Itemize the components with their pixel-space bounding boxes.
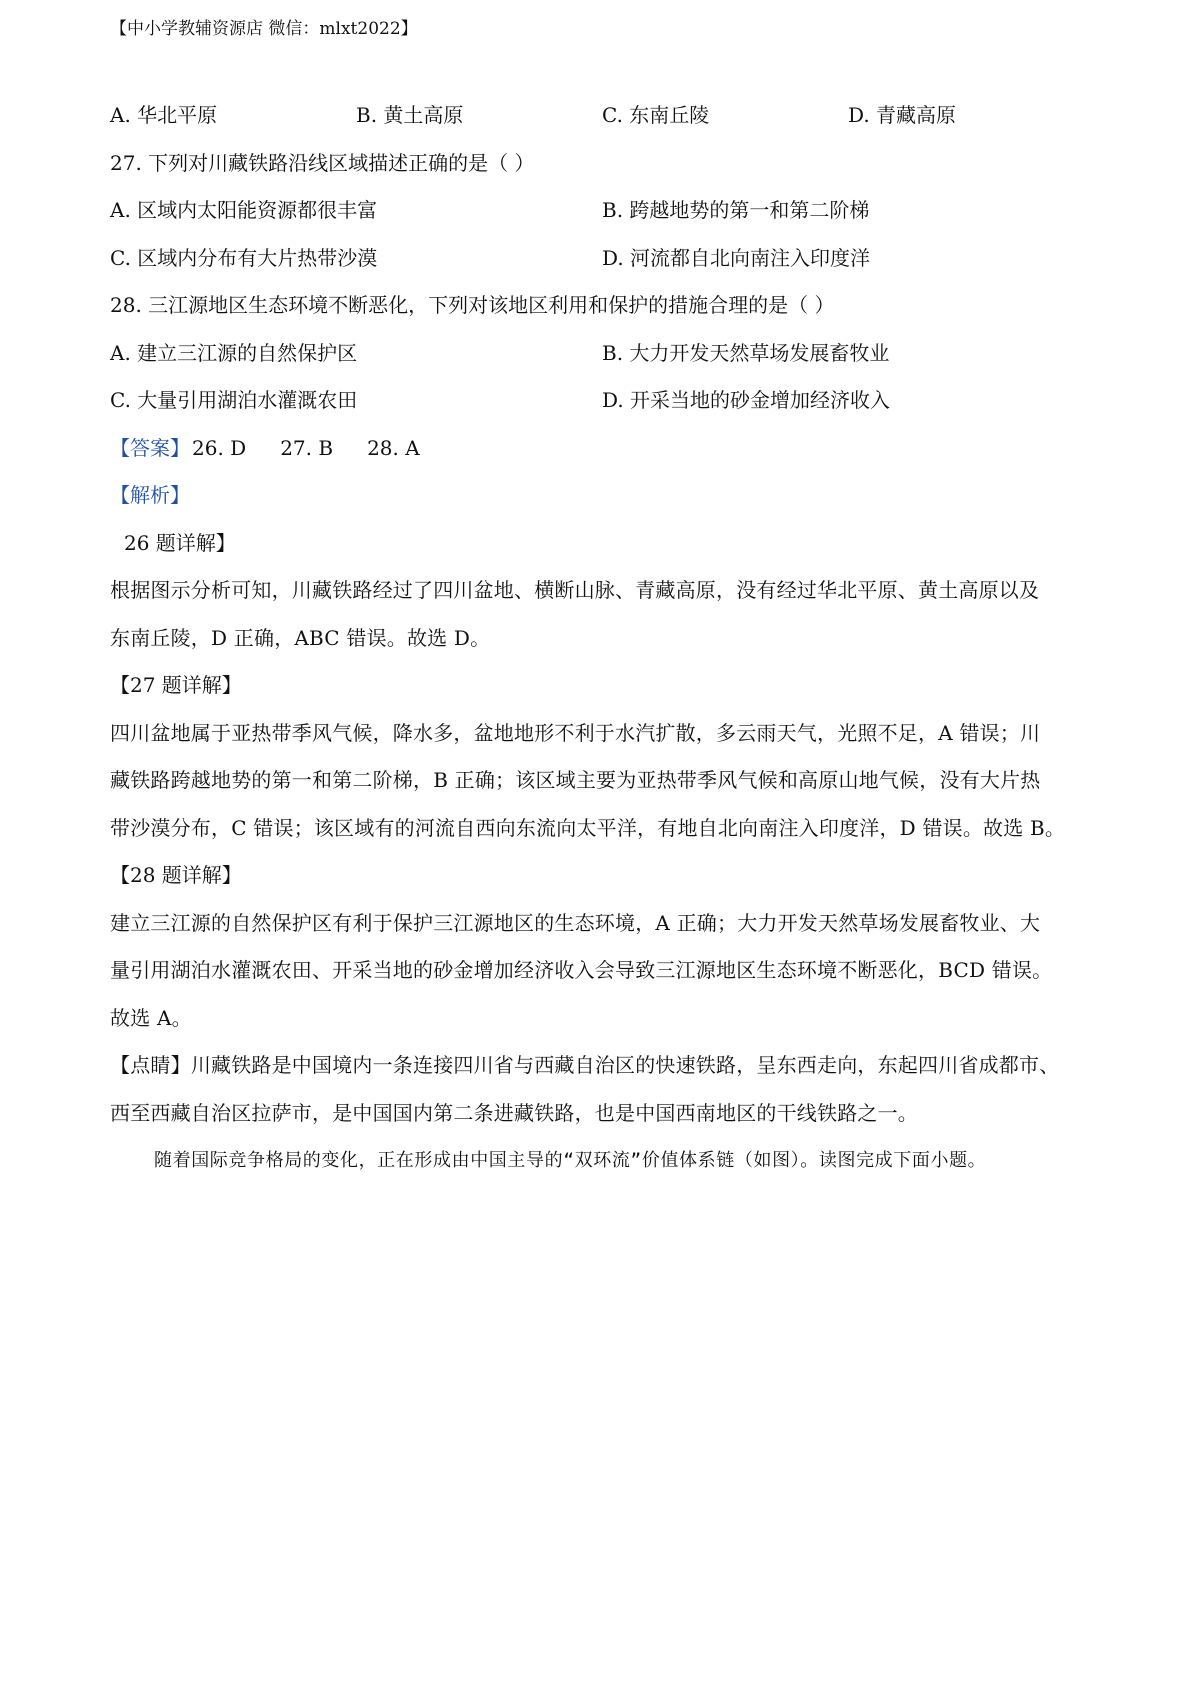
dianjing-text-1: 川藏铁路是中国境内一条连接四川省与西藏自治区的快速铁路，呈东西走向，东起四川省成都市、 xyxy=(190,1053,1060,1077)
answer-27: 27. B xyxy=(280,435,334,460)
dianjing-line-1 xyxy=(110,1042,1110,1090)
answer-label: 【答案】 xyxy=(110,435,190,460)
q27-option-a: A. 区域内太阳能资源都很丰富 xyxy=(110,198,378,222)
answer-26: 26. D xyxy=(192,435,247,460)
d28-line-2: 量引用湖泊水灌溉农田、开采当地的砂金增加经济收入会导致三江源地区生态环境不断恶化，BCD 错误。 xyxy=(110,958,1053,982)
d27-heading: 【27 题详解】 xyxy=(110,673,242,697)
analysis-label: 【解析】 xyxy=(110,483,190,507)
q27-options-row1 xyxy=(110,187,1110,235)
q28-option-d: D. 开采当地的砂金增加经济收入 xyxy=(602,388,891,412)
q28-option-b: B. 大力开发天然草场发展畜牧业 xyxy=(602,340,890,365)
d27-line-3: 带沙漠分布，C 错误；该区域有的河流自西向东流向太平洋，有地自北向南注入印度洋，D 错误。故选 B。 xyxy=(110,815,1066,840)
answer-28: 28. A xyxy=(367,435,420,460)
dianjing-label: 【点睛】 xyxy=(110,1053,191,1077)
q27-options-row2 xyxy=(110,235,1110,283)
q28-options-row1 xyxy=(110,330,1110,378)
d28-heading: 【28 题详解】 xyxy=(110,863,242,887)
q27-option-b: B. 跨越地势的第一和第二阶梯 xyxy=(602,198,870,222)
q26-option-a: A. 华北平原 xyxy=(110,103,218,127)
d26-line-2: 东南丘陵，D 正确，ABC 错误。故选 D。 xyxy=(110,625,491,650)
q26-option-d: D. 青藏高原 xyxy=(848,103,957,127)
d27-line-2: 藏铁路跨越地势的第一和第二阶梯，B 正确；该区域主要为亚热带季风气候和高原山地气候，没有大片热 xyxy=(110,768,1041,792)
page-header: 【中小学教辅资源店 微信：mlxt2022】 xyxy=(110,19,418,39)
q26-option-c: C. 东南丘陵 xyxy=(602,103,710,127)
q28-options-row2 xyxy=(110,377,1110,425)
q28-stem: 28. 三江源地区生态环境不断恶化，下列对该地区利用和保护的措施合理的是（ ） xyxy=(110,293,835,317)
d27-paragraph xyxy=(110,710,1110,853)
d28-line-1: 建立三江源的自然保护区有利于保护三江源地区的生态环境，A 正确；大力开发天然草场发展畜牧业、大 xyxy=(110,910,1041,935)
dianjing-paragraph xyxy=(110,1042,1110,1137)
q27-option-d: D. 河流都自北向南注入印度洋 xyxy=(602,245,871,270)
d26-heading: 26 题详解】 xyxy=(124,530,236,555)
d26-line-1: 根据图示分析可知，川藏铁路经过了四川盆地、横断山脉、青藏高原，没有经过华北平原、黄土高原以及 xyxy=(110,578,1040,602)
answer-row xyxy=(110,425,1110,473)
q28-option-a: A. 建立三江源的自然保护区 xyxy=(110,340,358,365)
d28-line-3: 故选 A。 xyxy=(110,1005,192,1030)
d26-paragraph xyxy=(110,567,1110,662)
q26-options xyxy=(110,92,1110,140)
dianjing-line-2: 西至西藏自治区拉萨市，是中国国内第二条进藏铁路，也是中国西南地区的干线铁路之一。 xyxy=(110,1100,918,1125)
q27-option-c: C. 区域内分布有大片热带沙漠 xyxy=(110,245,378,270)
document-content xyxy=(110,92,1110,1185)
d28-paragraph xyxy=(110,900,1110,1043)
q28-option-c: C. 大量引用湖泊水灌溉农田 xyxy=(110,388,358,412)
next-question-intro: 随着国际竞争格局的变化，正在形成由中国主导的“双环流”价值体系链（如图）。读图完成下面小题。 xyxy=(154,1150,987,1171)
q26-option-b: B. 黄土高原 xyxy=(356,103,464,127)
d27-line-1: 四川盆地属于亚热带季风气候，降水多，盆地地形不利于水汽扩散，多云雨天气，光照不足，A 错误；川 xyxy=(110,720,1041,745)
q27-stem: 27. 下列对川藏铁路沿线区域描述正确的是（ ） xyxy=(110,150,535,175)
